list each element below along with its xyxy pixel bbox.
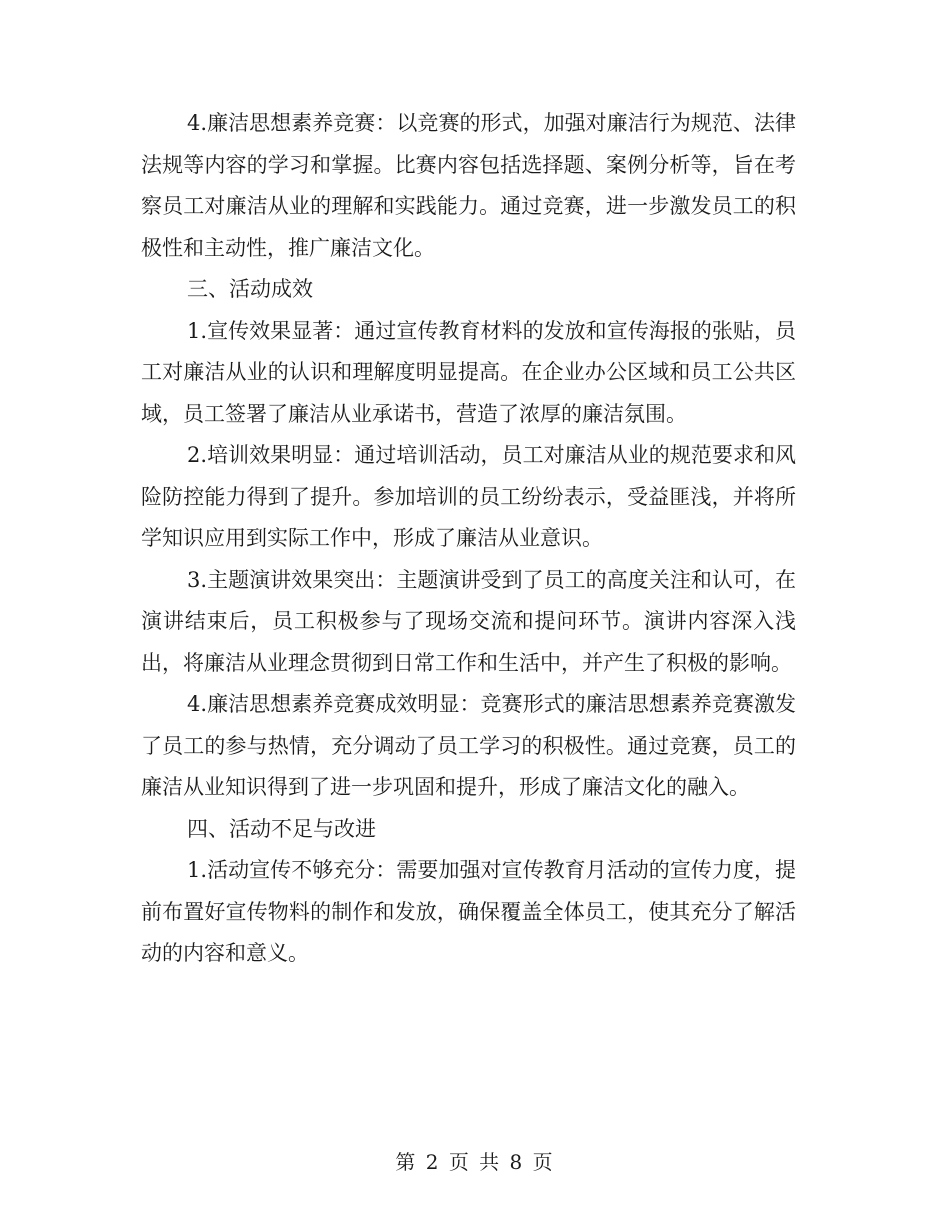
- paragraph-training-result: 2.培训效果明显：通过培训活动，员工对廉洁从业的规范要求和风险防控能力得到了提升。参加培训的员工纷纷表示，受益匪浅，并将所学知识应用到实际工作中，形成了廉洁从业意识。: [141, 443, 796, 550]
- section-heading-results: 三、活动成效: [187, 277, 313, 301]
- section-heading-shortcomings: 四、活动不足与改进: [187, 816, 376, 841]
- paragraph-competition-result: 4.廉洁思想素养竞赛成效明显：竞赛形式的廉洁思想素养竞赛激发了员工的参与热情，充分调动了员工学习的积极性。通过竞赛，员工的廉洁从业知识得到了进一步巩固和提升，形成了廉洁文化的融入。: [141, 692, 796, 799]
- paragraph-publicity-result: 1.宣传效果显著：通过宣传教育材料的发放和宣传海报的张贴，员工对廉洁从业的认识和理解度明显提高。在企业办公区域和员工公共区域，员工签署了廉洁从业承诺书，营造了浓厚的廉洁氛围。: [141, 318, 796, 426]
- paragraph-publicity-shortcoming: 1.活动宣传不够充分：需要加强对宣传教育月活动的宣传力度，提前布置好宣传物料的制作和发放，确保覆盖全体员工，使其充分了解活动的内容和意义。: [141, 858, 796, 965]
- paragraph-competition-item: 4.廉洁思想素养竞赛：以竞赛的形式，加强对廉洁行为规范、法律法规等内容的学习和掌握。比赛内容包括选择题、案例分析等，旨在考察员工对廉洁从业的理解和实践能力。通过竞赛，进一步激发员工的积极性和主动性，推广廉洁文化。: [141, 111, 796, 260]
- paragraph-speech-result: 3.主题演讲效果突出：主题演讲受到了员工的高度关注和认可，在演讲结束后，员工积极参与了现场交流和提问环节。演讲内容深入浅出，将廉洁从业理念贯彻到日常工作和生活中，并产生了积极的影响。: [141, 567, 796, 675]
- page-number-footer: 第 2 页 共 8 页: [395, 1150, 555, 1174]
- document-body: [141, 103, 796, 975]
